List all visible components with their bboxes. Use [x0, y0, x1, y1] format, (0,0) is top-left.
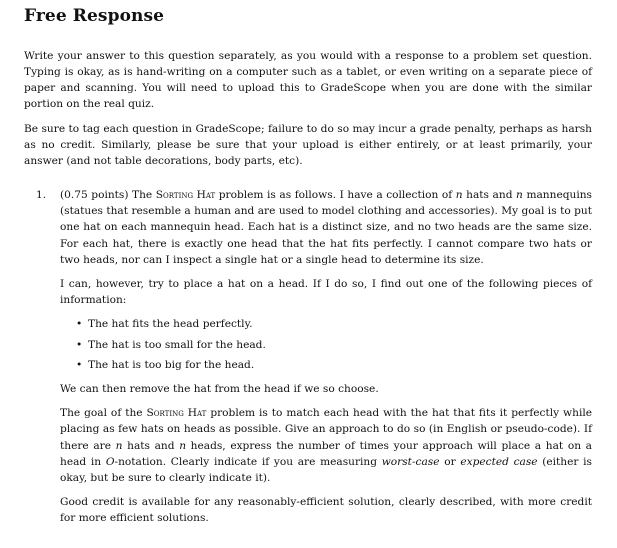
big-o-symbol: O [105, 455, 115, 468]
question-1 [36, 187, 592, 527]
problem-name: Sorting Hat [155, 189, 216, 201]
question-text: heads, express the number of times your approach will place a hat on a head in [60, 439, 592, 468]
list-item-text: The hat is too small for the head. [88, 338, 266, 351]
question-paragraph-4 [60, 405, 592, 486]
question-text: hats and [127, 439, 175, 452]
list-item-text: The hat fits the head perfectly. [88, 318, 253, 331]
question-text: The goal of the [60, 407, 143, 420]
question-points: (0.75 points) The [60, 189, 153, 201]
section-heading: Free Response [24, 6, 165, 26]
list-item [76, 337, 592, 353]
question-paragraph-2: I can, however, try to place a hat on a head. If I do so, I find out one of the following pieces of information: [60, 278, 592, 307]
bullet-icon: • [76, 358, 83, 371]
problem-name: Sorting Hat [146, 407, 207, 420]
question-text: or [444, 455, 456, 468]
variable-n: n [516, 189, 523, 201]
question-text: mannequins (statues that resemble a human and are used to model clothing and accessories). My goal is to put one hat on each mannequin head. Each hat is a distinct size, and no two heads are the same size. For each hat, there is exactly one head that the hat fits perfectly. I cannot compare two hats or two heads, nor can I inspect a single hat or a single head to determine its size. [60, 189, 592, 266]
worst-case-term: worst-case [381, 455, 440, 468]
question-number: 1. [36, 189, 47, 201]
question-paragraph-1 [60, 187, 592, 268]
list-item [76, 316, 592, 332]
bullet-icon: • [76, 338, 83, 351]
list-item [76, 357, 592, 373]
question-paragraph-5: Good credit is available for any reasonably-efficient solution, clearly described, with more credit for more efficient solutions. [60, 496, 592, 525]
expected-case-term: expected case [460, 455, 538, 468]
question-paragraph-3: We can then remove the hat from the head if we so choose. [60, 383, 379, 396]
question-text: problem is as follows. I have a collection of [218, 189, 453, 201]
question-text: problem is to match each head with the hat that fits it perfectly while placing as few hats on heads as possible. Give an approach to do so (in English or pseudo-code). If there are [60, 407, 592, 452]
variable-n: n [115, 439, 123, 452]
list-item-text: The hat is too big for the head. [88, 358, 255, 371]
instructions [24, 48, 592, 169]
document-page [24, 6, 592, 535]
question-text: hats and [466, 189, 513, 201]
bullet-icon: • [76, 318, 83, 331]
question-text: (either is okay, but be sure to clearly indicate it). [60, 455, 592, 485]
instructions-paragraph-1: Write your answer to this question separately, as you would with a response to a problem set question. Typing is okay, as is hand-writing on a computer such as a tablet, or even writing on a separate piece of paper and scanning. You will need to upload this to GradeScope when you are done with the similar portion on the real quiz. [24, 50, 592, 110]
outcome-list [60, 316, 592, 373]
variable-n: n [455, 189, 463, 201]
variable-n: n [179, 439, 187, 452]
instructions-paragraph-2: Be sure to tag each question in GradeScope; failure to do so may incur a grade penalty, perhaps as harsh as no credit. Similarly, please be sure that your upload is either entirely, or at least primarily, your answer (and not table decorations, body parts, etc). [24, 123, 592, 167]
question-text: -notation. Clearly indicate if you are measuring [114, 455, 378, 468]
